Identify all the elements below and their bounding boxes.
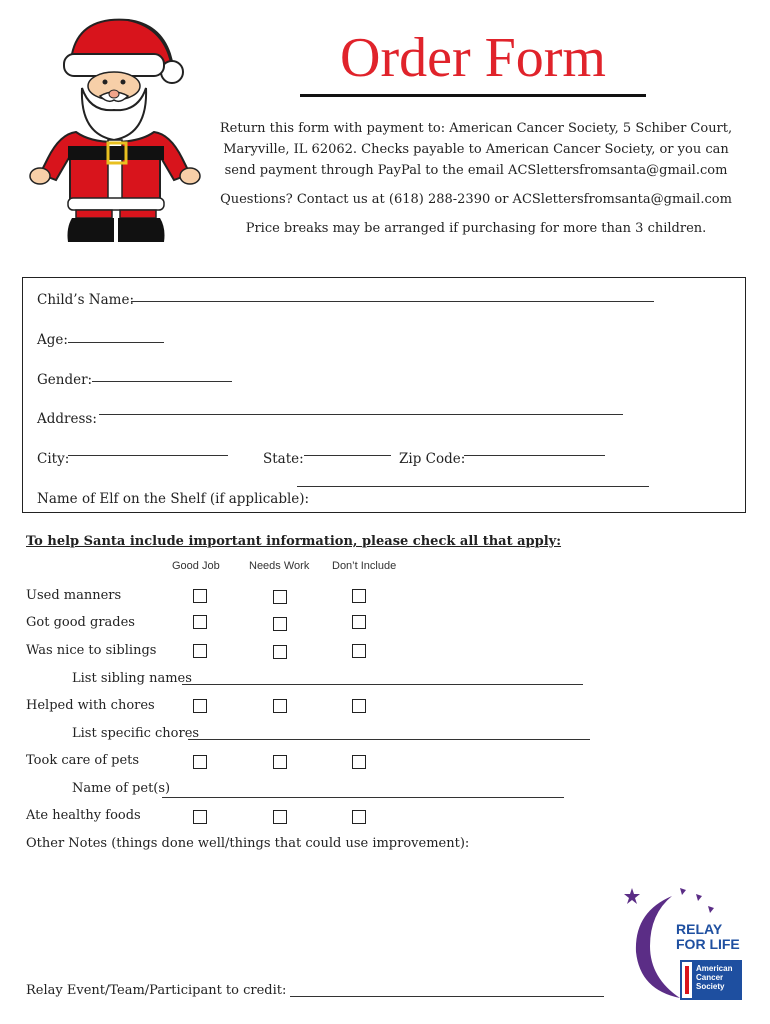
row-label-pets: Took care of pets [26,753,140,768]
manners-good-checkbox[interactable] [193,589,207,603]
acs-line1: American [696,964,733,973]
row-label-chores: Helped with chores [26,698,155,713]
row-label-manners: Used manners [26,588,122,603]
grades-good-checkbox[interactable] [193,615,207,629]
child-name-label: Child’s Name: [37,292,135,308]
santa-illustration [20,14,210,246]
row-label-grades: Got good grades [26,615,135,630]
grades-needs-work-checkbox[interactable] [273,617,287,631]
relay-credit-field[interactable] [290,996,604,997]
relay-credit-label: Relay Event/Team/Participant to credit: [26,983,287,998]
column-needs-work: Needs Work [249,560,310,572]
acs-line3: Society [696,982,725,991]
city-label: City: [37,451,70,467]
title-underline [300,94,646,97]
pet-names-label: Name of pet(s) [72,781,171,796]
price-note: Price breaks may be arranged if purchasing for more than 3 children. [245,221,707,236]
address-field[interactable] [99,414,623,415]
gender-field[interactable] [92,381,232,382]
chores-dont-include-checkbox[interactable] [352,699,366,713]
checklist-heading: To help Santa include important information, please check all that apply: [26,534,562,549]
pet-names-field[interactable] [162,797,564,798]
column-dont-include: Don’t Include [332,560,397,572]
relay-for-life-logo [620,882,750,1002]
child-name-field[interactable] [131,301,654,302]
zip-field[interactable] [464,455,605,456]
column-good-job: Good Job [172,560,220,572]
sibling-names-field[interactable] [182,684,583,685]
state-field[interactable] [304,455,391,456]
siblings-dont-include-checkbox[interactable] [352,644,366,658]
pets-needs-work-checkbox[interactable] [273,755,287,769]
page-title: Order Form [340,27,606,89]
acs-badge [680,960,742,1000]
child-info-box [22,277,746,513]
foods-dont-include-checkbox[interactable] [352,810,366,824]
specific-chores-label: List specific chores [72,726,200,741]
gender-label: Gender: [37,372,93,388]
intro-block [212,118,740,247]
elf-label: Name of Elf on the Shelf (if applicable): [37,491,310,507]
chores-good-checkbox[interactable] [193,699,207,713]
siblings-needs-work-checkbox[interactable] [273,645,287,659]
relay-wordmark [676,922,740,952]
row-label-healthy-foods: Ate healthy foods [26,808,141,823]
return-instructions: Return this form with payment to: American Cancer Society, 5 Schiber Court, Maryville, IL 62062. Checks payable to American Cancer Society, or you can send payment through PayPal to the email ACSlettersfromsanta@gmail.com [219,121,733,178]
address-label: Address: [37,411,97,427]
zip-label: Zip Code: [399,451,466,467]
age-field[interactable] [68,342,164,343]
grades-dont-include-checkbox[interactable] [352,615,366,629]
siblings-good-checkbox[interactable] [193,644,207,658]
age-label: Age: [37,332,68,348]
manners-needs-work-checkbox[interactable] [273,590,287,604]
chores-needs-work-checkbox[interactable] [273,699,287,713]
acs-line2: Cancer [696,973,724,982]
manners-dont-include-checkbox[interactable] [352,589,366,603]
city-field[interactable] [68,455,228,456]
row-label-siblings: Was nice to siblings [26,643,157,658]
sibling-names-label: List sibling names [72,671,192,686]
relay-line1: RELAY [676,921,723,937]
pets-dont-include-checkbox[interactable] [352,755,366,769]
specific-chores-field[interactable] [188,739,590,740]
other-notes-area[interactable] [26,860,596,960]
contact-info: Questions? Contact us at (618) 288-2390 or ACSlettersfromsanta@gmail.com [220,192,732,207]
foods-good-checkbox[interactable] [193,810,207,824]
foods-needs-work-checkbox[interactable] [273,810,287,824]
other-notes-label: Other Notes (things done well/things that could use improvement): [26,836,470,851]
pets-good-checkbox[interactable] [193,755,207,769]
relay-line2: FOR LIFE [676,936,740,952]
state-label: State: [263,451,304,467]
elf-field[interactable] [297,486,649,487]
